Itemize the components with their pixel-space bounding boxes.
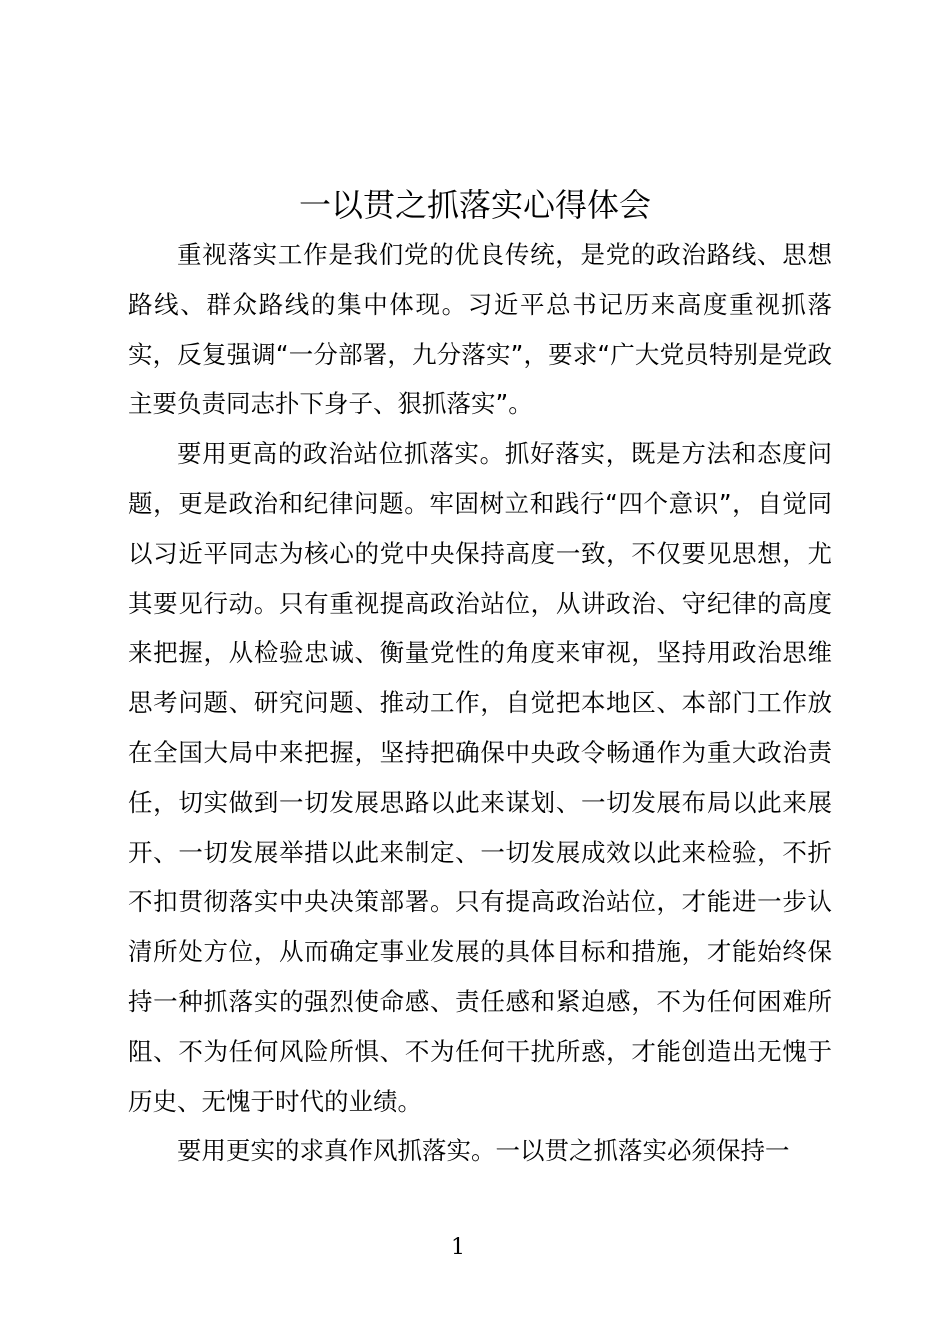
paragraph-intro: 重视落实工作是我们党的优良传统，是党的政治路线、思想路线、群众路线的集中体现。习近平总书记历来高度重视抓落实，反复强调“一分部署，九分落实”，要求“广大党员特别是党政主要负责同志扑下身子、狠抓落实”。 — [128, 240, 832, 419]
paragraph-practical-style: 要用更实的求真作风抓落实。一以贯之抓落实必须保持一 — [177, 1136, 790, 1166]
document-title: 一以贯之抓落实心得体会 — [298, 186, 651, 224]
page-number: 1 — [451, 1235, 465, 1260]
document-body — [128, 230, 832, 1176]
paragraph-political-standing: 要用更高的政治站位抓落实。抓好落实，既是方法和态度问题，更是政治和纪律问题。牢固树立和践行“四个意识”，自觉同以习近平同志为核心的党中央保持高度一致，不仅要见思想，尤其要见行动。只有重视提高政治站位，从讲政治、守纪律的高度来把握，从检验忠诚、衡量党性的角度来审视，坚持用政治思维思考问题、研究问题、推动工作，自觉把本地区、本部门工作放在全国大局中来把握，坚持把确保中央政令畅通作为重大政治责任，切实做到一切发展思路以此来谋划、一切发展布局以此来展开、一切发展举措以此来制定、一切发展成效以此来检验，不折不扣贯彻落实中央决策部署。只有提高政治站位，才能进一步认清所处方位，从而确定事业发展的具体目标和措施，才能始终保持一种抓落实的强烈使命感、责任感和紧迫感，不为任何困难所阻、不为任何风险所惧、不为任何干扰所惑，才能创造出无愧于历史、无愧于时代的业绩。 — [128, 439, 832, 1116]
